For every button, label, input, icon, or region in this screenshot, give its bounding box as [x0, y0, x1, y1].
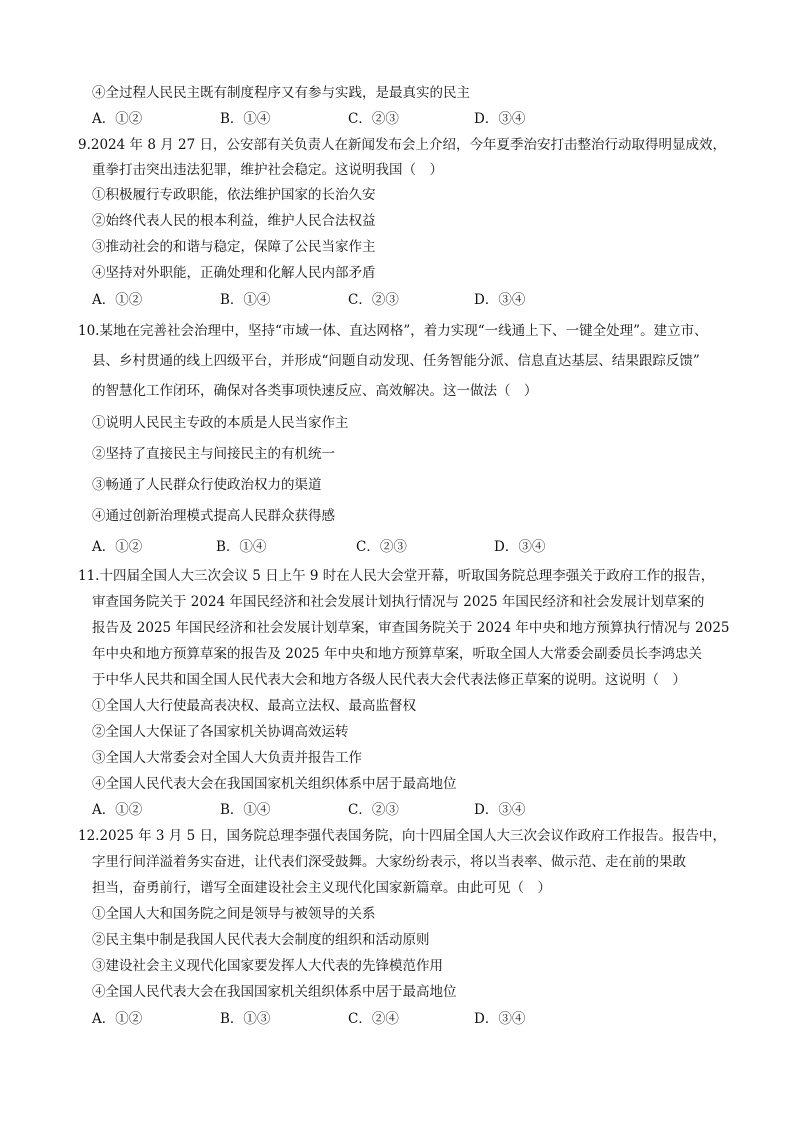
q11-statement-2: ②全国人大保证了各国家机关协调高效运转	[92, 724, 349, 740]
q8-option-a: A．①②	[92, 111, 143, 127]
q12-stem-line-3: 担当，奋勇前行，谱写全面建设社会主义现代化国家新篇章。由此可见（ ）	[92, 880, 551, 896]
q12-stem-line-2: 字里行间洋溢着务实奋进，让代表们深受鼓舞。大家纷纷表示，将以当表率、做示范、走在前的果敢	[92, 854, 686, 870]
q12-statement-2: ②民主集中制是我国人民代表大会制度的组织和活动原则	[92, 932, 430, 948]
q9-option-d: D．③④	[474, 292, 526, 308]
q9-option-b: B．①④	[220, 292, 271, 308]
q10-stem-line-2: 县、乡村贯通的线上四级平台，并形成“问题自动发现、任务智能分派、信息直达基层、结果跟踪反馈”	[92, 353, 700, 369]
q12-option-b: B．①③	[220, 1011, 271, 1027]
q11-statement-3: ③全国人大常委会对全国人大负责并报告工作	[92, 750, 362, 766]
q12-option-d: D．③④	[474, 1011, 526, 1027]
q11-option-a: A．①②	[92, 802, 143, 818]
q9-stem-line-2: 重拳打击突出违法犯罪，维护社会稳定。这说明我国（ ）	[92, 162, 443, 178]
q12-statement-1: ①全国人大和国务院之间是领导与被领导的关系	[92, 906, 376, 922]
q10-option-c: C．②③	[356, 539, 407, 555]
q9-statement-1: ①积极履行专政职能，依法维护国家的长治久安	[92, 187, 376, 203]
q10-statement-4: ④通过创新治理模式提高人民群众获得感	[92, 508, 335, 524]
q10-stem-line-1: 10.某地在完善社会治理中，坚持“市域一体、直达网格”，着力实现“一线通上下、一键全处理”。建立市、	[78, 323, 708, 339]
q11-statement-4: ④全国人民代表大会在我国国家机关组织体系中居于最高地位	[92, 776, 457, 792]
q8-option-c: C．②③	[348, 111, 399, 127]
q12-option-a: A．①②	[92, 1011, 143, 1027]
q9-stem-line-1: 9.2024 年 8 月 27 日，公安部有关负责人在新闻发布会上介绍，今年夏季治安打击整治行动取得明显成效，	[78, 137, 726, 153]
q9-statement-4: ④坚持对外职能，正确处理和化解人民内部矛盾	[92, 265, 376, 281]
q10-statement-3: ③畅通了人民群众行使政治权力的渠道	[92, 477, 322, 493]
q11-statement-1: ①全国人大行使最高表决权、最高立法权、最高监督权	[92, 698, 416, 714]
q9-statement-2: ②始终代表人民的根本利益，维护人民合法权益	[92, 213, 376, 229]
q9-option-a: A．①②	[92, 292, 143, 308]
q10-statement-1: ①说明人民民主专政的本质是人民当家作主	[92, 415, 349, 431]
q8-option-b: B．①④	[220, 111, 271, 127]
q12-statement-4: ④全国人民代表大会在我国国家机关组织体系中居于最高地位	[92, 984, 457, 1000]
q11-option-b: B．①④	[220, 802, 271, 818]
q11-option-c: C．②③	[348, 802, 399, 818]
q12-stem-line-1: 12.2025 年 3 月 5 日，国务院总理李强代表国务院，向十四届全国人大三次会议作政府工作报告。报告中，	[78, 828, 726, 844]
q8-statement-4: ④全过程人民民主既有制度程序又有参与实践，是最真实的民主	[92, 85, 470, 101]
q9-option-c: C．②③	[348, 292, 399, 308]
q12-statement-3: ③建设社会主义现代化国家要发挥人大代表的先锋模范作用	[92, 958, 443, 974]
q11-stem-line-4: 年中央和地方预算草案的报告及 2025 年中央和地方预算草案，听取全国人大常委会副委员长李鸿忠关	[92, 646, 702, 662]
q11-option-d: D．③④	[474, 802, 526, 818]
q10-statement-2: ②坚持了直接民主与间接民主的有机统一	[92, 446, 335, 462]
q11-stem-line-1: 11.十四届全国人大三次会议 5 日上午 9 时在人民大会堂开幕，听取国务院总理李强关于政府工作的报告，	[78, 568, 715, 584]
q12-option-c: C．②④	[348, 1011, 399, 1027]
q10-option-d: D．③④	[494, 539, 546, 555]
q11-stem-line-5: 于中华人民共和国全国人民代表大会和地方各级人民代表大会代表法修正草案的说明。这说明（ ）	[92, 672, 686, 688]
q10-option-b: B．①④	[216, 539, 267, 555]
q8-option-d: D．③④	[474, 111, 526, 127]
q11-stem-line-2: 审查国务院关于 2024 年国民经济和社会发展计划执行情况与 2025 年国民经济和社会发展计划草案的	[92, 594, 705, 610]
q11-stem-line-3: 报告及 2025 年国民经济和社会发展计划草案，审查国务院关于 2024 年中央和地方预算执行情况与 2025	[92, 620, 730, 636]
q10-stem-line-3: 的智慧化工作闭环，确保对各类事项快速反应、高效解决。这一做法（ ）	[92, 383, 538, 399]
q9-statement-3: ③推动社会的和谐与稳定，保障了公民当家作主	[92, 239, 376, 255]
q10-option-a: A．①②	[92, 539, 143, 555]
